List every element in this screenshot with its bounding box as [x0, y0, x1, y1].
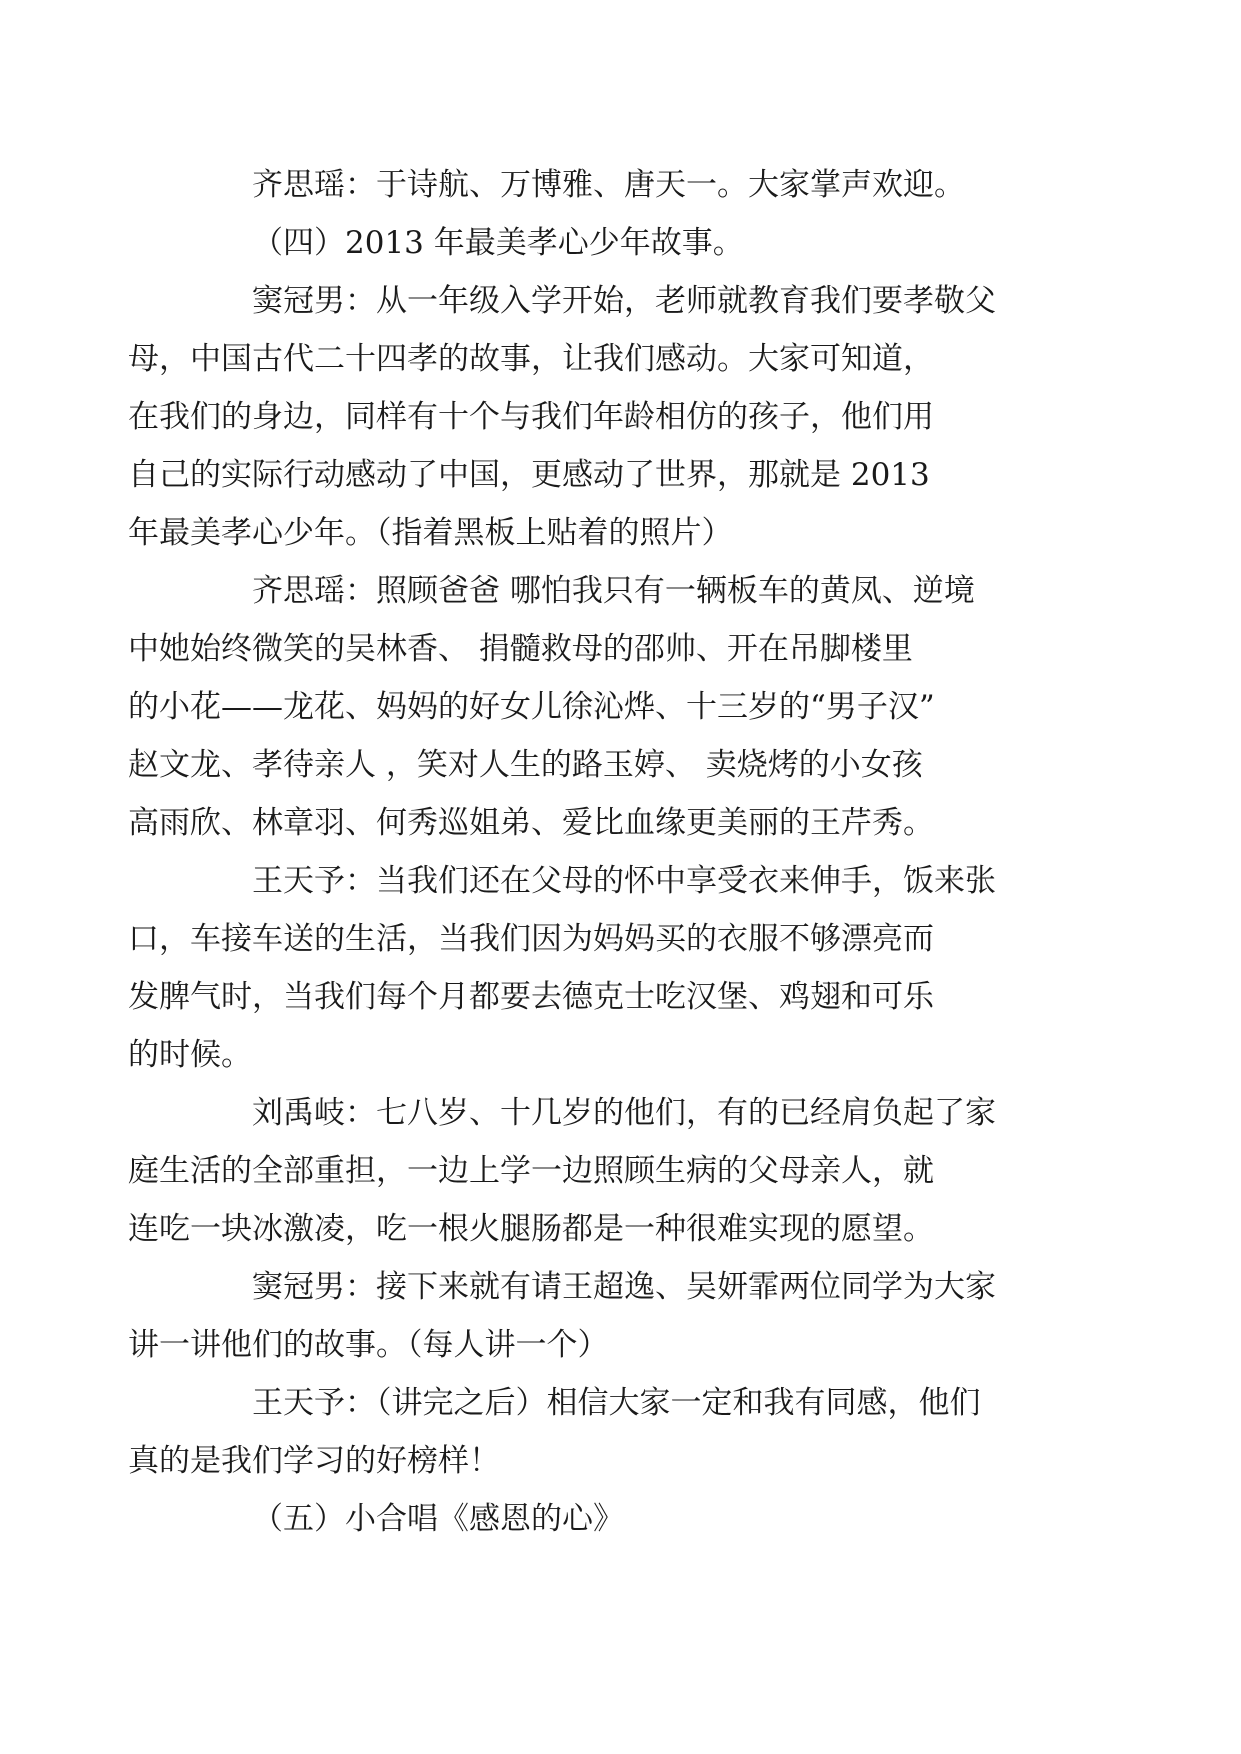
paragraph-1 — [190, 156, 1050, 214]
paragraph-7 — [128, 1258, 1050, 1374]
paragraph-3 — [128, 272, 1050, 562]
text-line: （四）2013 年最美孝心少年故事。 — [252, 225, 744, 261]
text-line: 齐思瑶：于诗航、万博雅、唐天一。大家掌声欢迎。 — [252, 167, 965, 203]
text-line: （五）小合唱《感恩的心》 — [252, 1501, 624, 1537]
text-line: 齐思瑶：照顾爸爸 哪怕我只有一辆板车的黄凤、逆境 — [252, 573, 975, 609]
text-line: 发脾气时，当我们每个月都要去德克士吃汉堡、鸡翅和可乐 — [128, 979, 934, 1015]
text-line: 在我们的身边，同样有十个与我们年龄相仿的孩子，他们用 — [128, 399, 934, 435]
text-line: 庭生活的全部重担，一边上学一边照顾生病的父母亲人，就 — [128, 1153, 934, 1189]
text-line: 年最美孝心少年。（指着黑板上贴着的照片） — [128, 515, 733, 551]
text-line: 王天予：（讲完之后）相信大家一定和我有同感，他们 — [252, 1385, 981, 1421]
text-line: 刘禹岐：七八岁、十几岁的他们，有的已经肩负起了家 — [252, 1095, 996, 1131]
document-body — [128, 156, 1050, 1548]
text-line: 赵文龙、孝待亲人 ，笑对人生的路玉婷、 卖烧烤的小女孩 — [128, 747, 923, 783]
paragraph-5 — [128, 852, 1050, 1084]
text-line: 中她始终微笑的吴林香、 捐髓救母的邵帅、开在吊脚楼里 — [128, 631, 913, 667]
section-heading-4 — [190, 214, 1050, 272]
text-line: 母，中国古代二十四孝的故事，让我们感动。大家可知道， — [128, 341, 934, 377]
text-line: 自己的实际行动感动了中国，更感动了世界，那就是 2013 — [128, 457, 930, 493]
text-line: 的时候。 — [128, 1037, 252, 1073]
paragraph-6 — [128, 1084, 1050, 1258]
text-line: 连吃一块冰激凌，吃一根火腿肠都是一种很难实现的愿望。 — [128, 1211, 934, 1247]
text-line: 口，车接车送的生活，当我们因为妈妈买的衣服不够漂亮而 — [128, 921, 934, 957]
text-line: 真的是我们学习的好榜样！ — [128, 1443, 500, 1479]
text-line: 窦冠男：从一年级入学开始，老师就教育我们要孝敬父 — [252, 283, 996, 319]
text-line: 王天予：当我们还在父母的怀中享受衣来伸手，饭来张 — [252, 863, 996, 899]
paragraph-8 — [128, 1374, 1050, 1490]
text-line: 窦冠男：接下来就有请王超逸、吴妍霏两位同学为大家 — [252, 1269, 996, 1305]
text-line: 的小花——龙花、妈妈的好女儿徐沁烨、十三岁的“男子汉” — [128, 689, 935, 725]
text-line: 讲一讲他们的故事。（每人讲一个） — [128, 1327, 609, 1363]
paragraph-4 — [128, 562, 1050, 852]
text-line: 高雨欣、林章羽、何秀巡姐弟、爱比血缘更美丽的王芹秀。 — [128, 805, 934, 841]
section-heading-5 — [190, 1490, 1050, 1548]
